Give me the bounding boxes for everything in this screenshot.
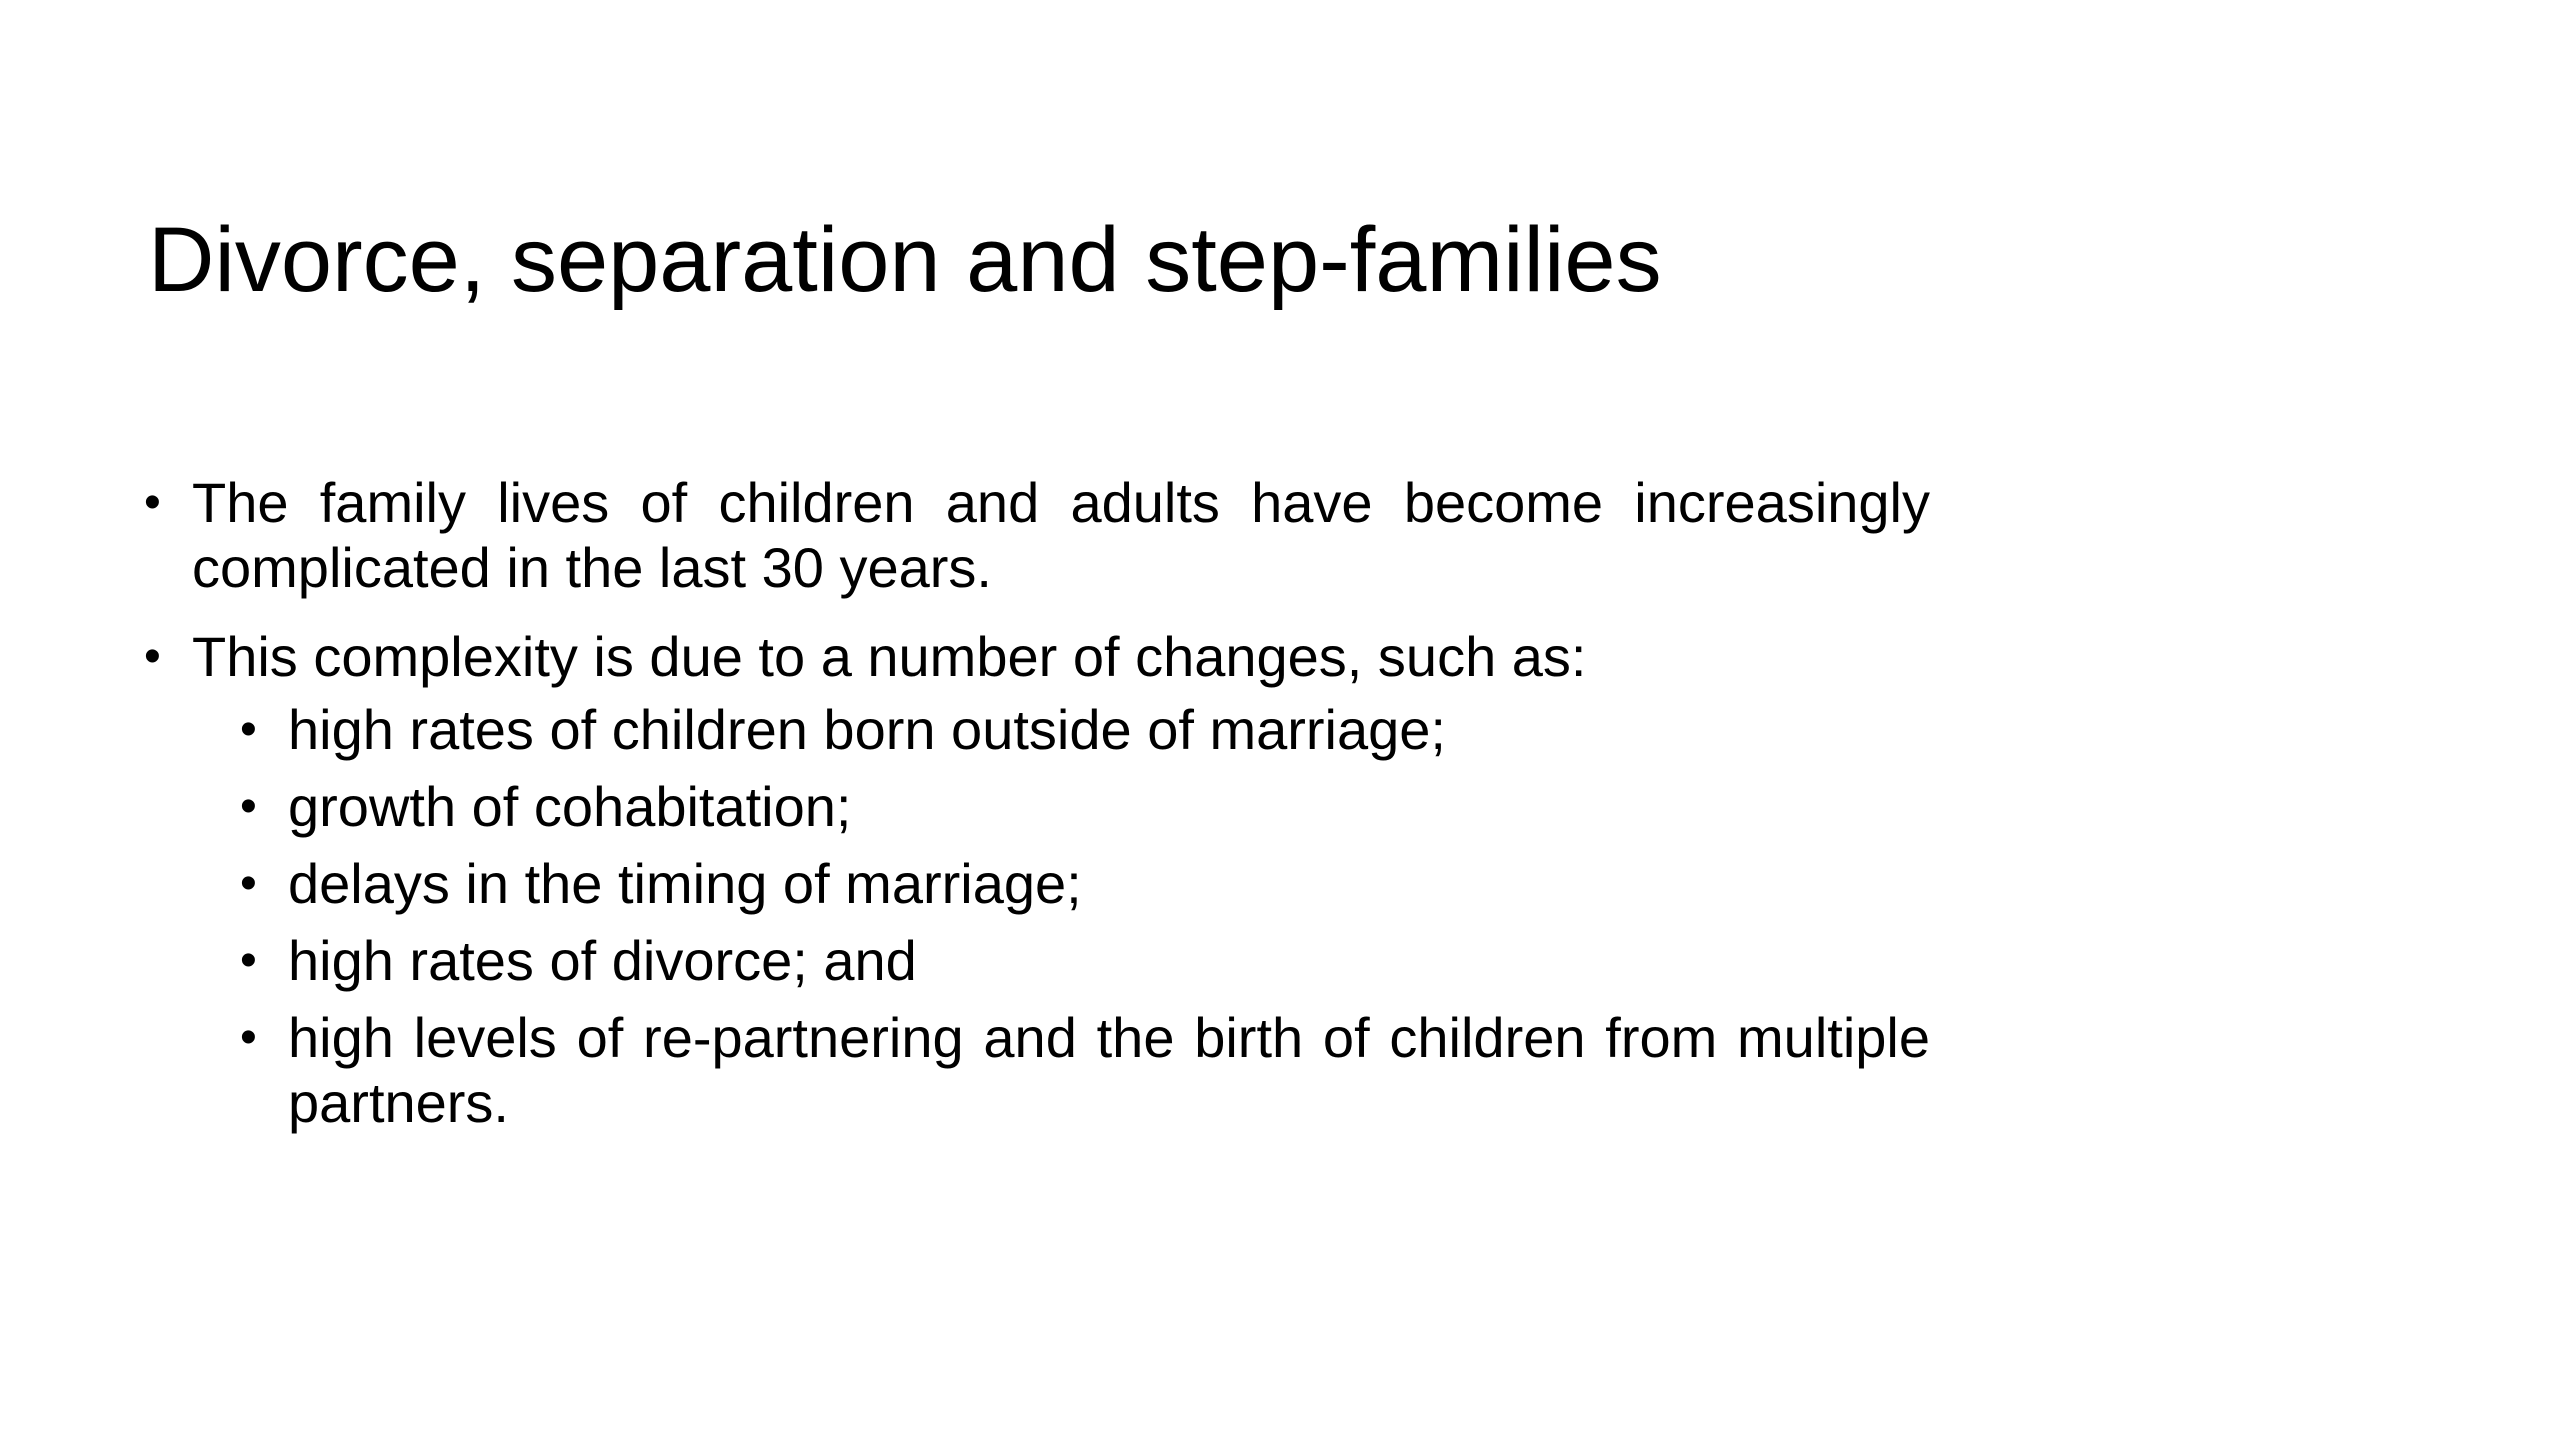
sub-bullet-item: [140, 851, 1930, 916]
sub-bullet-item: [140, 697, 1930, 762]
sub-bullet-item: [140, 928, 1930, 993]
bullet-dot-icon: •: [240, 780, 257, 833]
sub-bullet-text: growth of cohabitation;: [288, 775, 852, 838]
bullet-dot-icon: •: [240, 857, 257, 910]
bullet-dot-icon: •: [240, 703, 257, 756]
bullet-item: [140, 470, 1930, 600]
bullet-dot-icon: •: [144, 630, 161, 683]
bullet-dot-icon: •: [240, 1011, 257, 1064]
bullet-list: [140, 470, 1930, 1135]
sub-bullet-text: high levels of re-partnering and the birth of children from multiple partners.: [288, 1006, 1930, 1134]
sub-bullet-text: delays in the timing of marriage;: [288, 852, 1082, 915]
sub-bullet-item: [140, 774, 1930, 839]
slide-title: Divorce, separation and step-families: [148, 209, 1662, 311]
sub-bullet-text: high rates of divorce; and: [288, 929, 917, 992]
sub-bullet-item: [140, 1005, 1930, 1135]
sub-bullet-text: high rates of children born outside of marriage;: [288, 698, 1446, 761]
bullet-text: This complexity is due to a number of changes, such as:: [192, 625, 1587, 688]
bullet-dot-icon: •: [240, 934, 257, 987]
slide-body: [140, 470, 1930, 1147]
bullet-item: [140, 624, 1930, 689]
bullet-dot-icon: •: [144, 476, 161, 529]
bullet-text: The family lives of children and adults have become increasingly complicated in the last 30 years.: [192, 471, 1930, 599]
